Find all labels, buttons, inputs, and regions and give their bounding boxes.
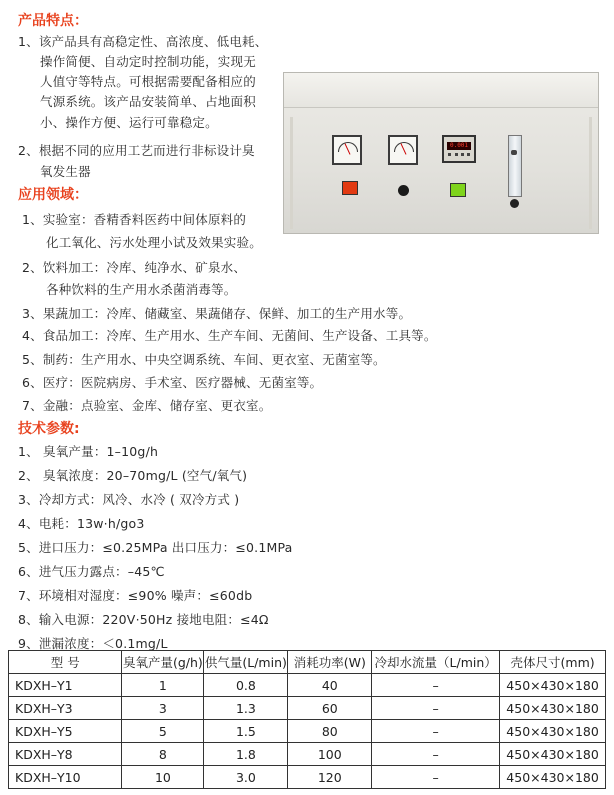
header-ozone-output: 臭氧产量(g/h)	[122, 651, 204, 674]
cell-model: KDXH–Y8	[9, 743, 122, 766]
power-switch-icon	[398, 185, 409, 196]
cell-gas-supply: 3.0	[204, 766, 288, 789]
flowmeter-icon	[508, 135, 522, 197]
voltmeter-gauge-icon	[388, 135, 418, 165]
cell-power: 40	[288, 674, 372, 697]
cell-ozone-output: 5	[122, 720, 204, 743]
features-line: 2、根据不同的应用工艺而进行非标设计臭	[18, 143, 255, 158]
cell-cooling-water: –	[372, 697, 500, 720]
applications-line: 5、制药：生产用水、中央空调系统、车间、更衣室、无菌室等。	[22, 352, 386, 367]
cell-gas-supply: 0.8	[204, 674, 288, 697]
header-model: 型 号	[9, 651, 122, 674]
applications-line: 1、实验室：香精香料医药中间体原料的	[22, 212, 247, 227]
applications-line: 3、果蔬加工：冷库、储藏室、果蔬储存、保鲜、加工的生产用水等。	[22, 306, 412, 321]
cell-housing-size: 450×430×180	[500, 720, 606, 743]
cell-gas-supply: 1.5	[204, 720, 288, 743]
spec-line: 7、环境相对湿度：≤90% 噪声：≤60db	[18, 588, 253, 603]
cell-housing-size: 450×430×180	[500, 674, 606, 697]
header-gas-supply: 供气量(L/min)	[204, 651, 288, 674]
applications-line: 2、饮料加工：冷库、纯净水、矿泉水、	[22, 260, 247, 275]
table-row	[9, 674, 606, 697]
cell-gas-supply: 1.3	[204, 697, 288, 720]
features-line: 1、该产品具有高稳定性、高浓度、低电耗、	[18, 34, 268, 49]
spec-line: 1、 臭氧产量：1–10g/h	[18, 444, 159, 459]
cell-cooling-water: –	[372, 766, 500, 789]
header-power: 消耗功率(W)	[288, 651, 372, 674]
device-housing	[283, 72, 599, 234]
cell-ozone-output: 3	[122, 697, 204, 720]
header-cooling-water: 冷却水流量（L/min）	[372, 651, 500, 674]
spec-line: 9、泄漏浓度：＜0.1mg/L	[18, 636, 168, 651]
header-housing-size: 壳体尺寸(mm)	[500, 651, 606, 674]
cell-ozone-output: 8	[122, 743, 204, 766]
applications-heading: 应用领域：	[18, 187, 88, 203]
features-line: 操作简便、自动定时控制功能，实现无	[40, 54, 256, 69]
cell-housing-size: 450×430×180	[500, 697, 606, 720]
cell-power: 120	[288, 766, 372, 789]
cell-model: KDXH–Y1	[9, 674, 122, 697]
table-row	[9, 720, 606, 743]
applications-line: 4、食品加工：冷库、生产用水、生产车间、无菌间、生产设备、工具等。	[22, 328, 437, 343]
spec-line: 6、进气压力露点：–45℃	[18, 564, 165, 579]
timer-buttons-icon	[448, 153, 470, 161]
spec-line: 3、冷却方式：风冷、水冷 ( 双冷方式 )	[18, 492, 240, 507]
cell-housing-size: 450×430×180	[500, 766, 606, 789]
applications-line: 化工氧化、污水处理小试及效果实验。	[46, 235, 262, 250]
cell-power: 100	[288, 743, 372, 766]
cell-ozone-output: 1	[122, 674, 204, 697]
cell-cooling-water: –	[372, 674, 500, 697]
run-indicator-lamp-icon	[450, 183, 466, 197]
features-line: 小、操作方便、运行可靠稳定。	[40, 115, 218, 130]
cell-ozone-output: 10	[122, 766, 204, 789]
table-row	[9, 743, 606, 766]
cell-power: 60	[288, 697, 372, 720]
gas-outlet-fitting-icon	[510, 199, 519, 208]
cell-cooling-water: –	[372, 743, 500, 766]
spec-line: 2、 臭氧浓度：20–70mg/L (空气/氧气)	[18, 468, 248, 483]
spec-line: 4、电耗：13w·h/go3	[18, 516, 145, 531]
cell-power: 80	[288, 720, 372, 743]
cell-model: KDXH–Y3	[9, 697, 122, 720]
timer-controller	[442, 135, 476, 163]
device-lid	[284, 73, 598, 108]
specs-heading: 技术参数:	[18, 421, 80, 437]
cell-model: KDXH–Y10	[9, 766, 122, 789]
cell-housing-size: 450×430×180	[500, 743, 606, 766]
applications-line: 各种饮料的生产用水杀菌消毒等。	[46, 282, 237, 297]
timer-display: 0.001	[447, 142, 471, 150]
spec-table	[8, 650, 606, 789]
features-heading: 产品特点：	[18, 13, 88, 29]
ammeter-gauge-icon	[332, 135, 362, 165]
spec-line: 5、进口压力：≤0.25MPa 出口压力：≤0.1MPa	[18, 540, 293, 555]
device-front-panel	[290, 117, 592, 229]
features-line: 人值守等特点。可根据需要配备相应的	[40, 74, 256, 89]
power-indicator-lamp-icon	[342, 181, 358, 195]
features-line: 氧发生器	[40, 164, 91, 179]
applications-line: 7、金融：点验室、金库、储存室、更衣室。	[22, 398, 272, 413]
table-row	[9, 766, 606, 789]
cell-model: KDXH–Y5	[9, 720, 122, 743]
spec-line: 8、输入电源：220V·50Hz 接地电阻：≤4Ω	[18, 612, 269, 627]
applications-line: 6、医疗：医院病房、手术室、医疗器械、无菌室等。	[22, 375, 323, 390]
ozone-generator-photo	[283, 72, 599, 234]
cell-cooling-water: –	[372, 720, 500, 743]
cell-gas-supply: 1.8	[204, 743, 288, 766]
table-row	[9, 697, 606, 720]
table-header-row	[9, 651, 606, 674]
features-line: 气源系统。该产品安装简单、占地面积	[40, 94, 256, 109]
